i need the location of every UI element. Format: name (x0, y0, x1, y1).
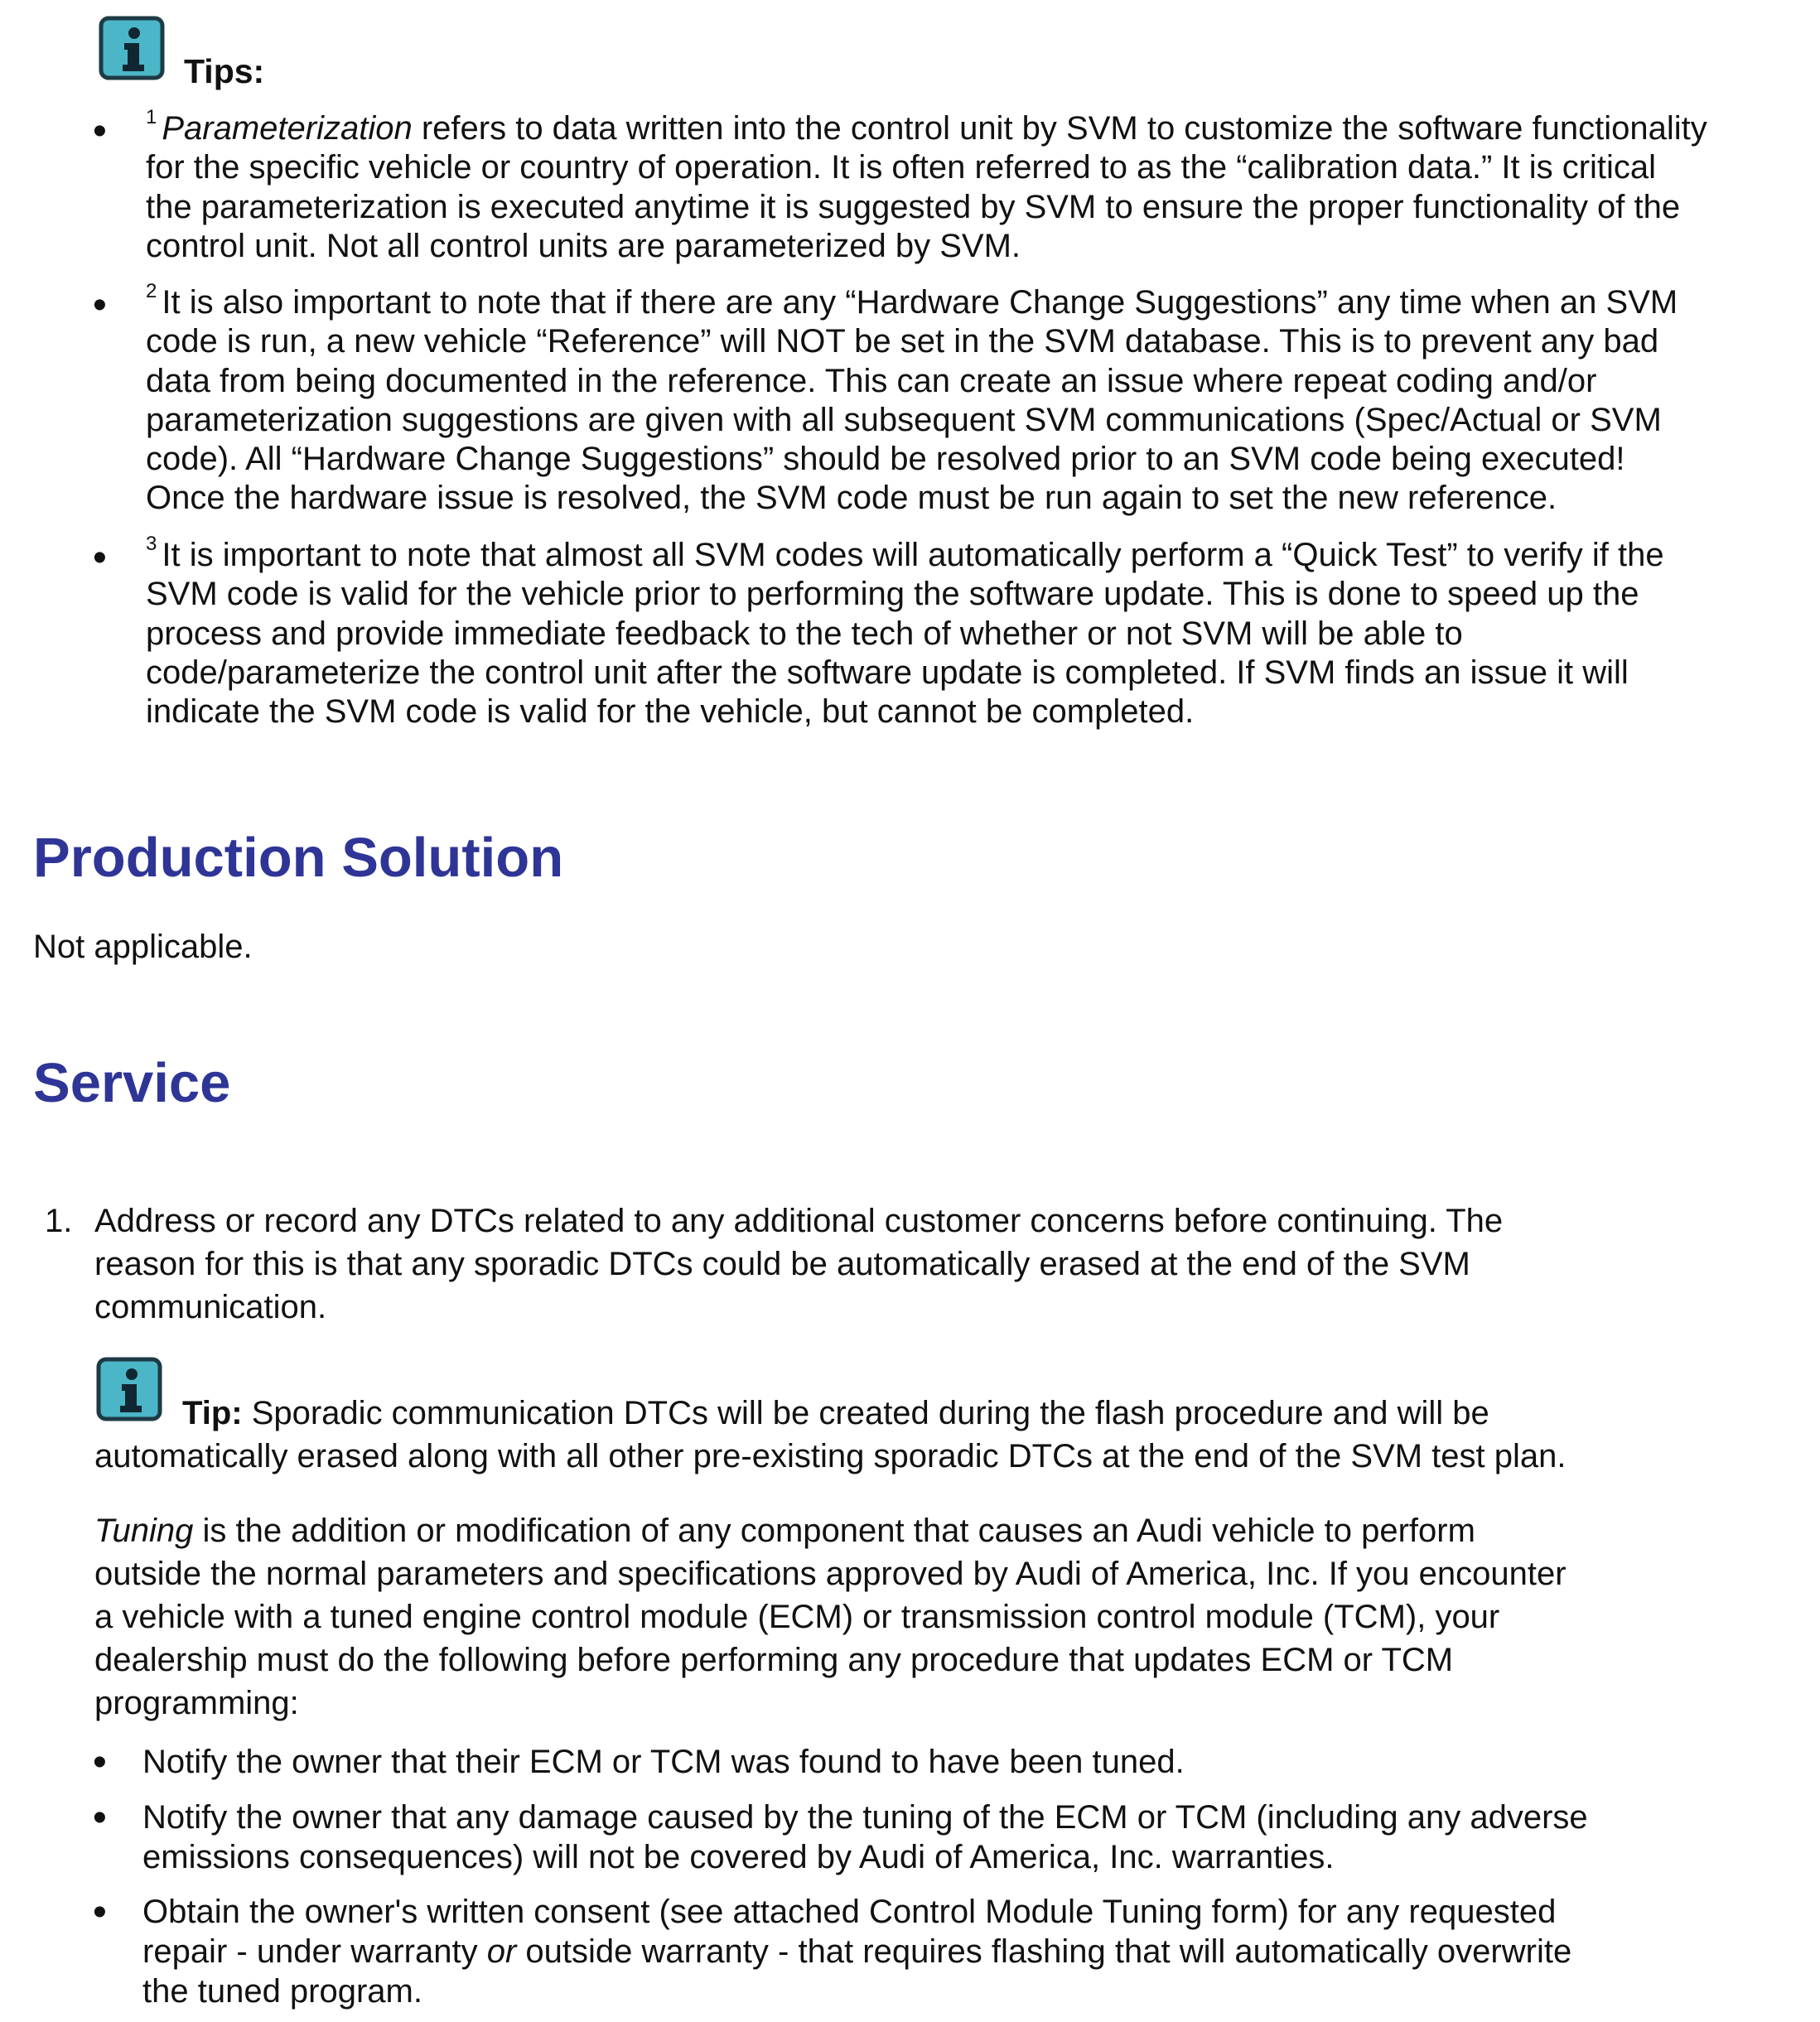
info-icon (98, 15, 166, 81)
tip-note (94, 1392, 1566, 1478)
tip-note-line: automatically erased along with all other pre-existing sporadic DTCs at the end of the SVM test plan. (94, 1438, 1567, 1474)
emphasis-or: or (486, 1933, 517, 1970)
tuning-line: is the addition or modification of any component that causes an Audi vehicle to perform (193, 1513, 1475, 1549)
tuning-paragraph (94, 1509, 1567, 1725)
tip-item-2-line: Once the hardware issue is resolved, the SVM code must be run again to set the new reference. (146, 480, 1557, 517)
tip-item-3-line: It is important to note that almost all SVM codes will automatically perform a “Quick Test” to verify if the (162, 537, 1664, 573)
service-bullet-line: repair - under warranty (142, 1933, 487, 1970)
service-bullet-line: the tuned program. (142, 1973, 422, 2010)
tip-item-2-line: code). All “Hardware Change Suggestions” should be resolved prior to an SVM code being executed! (146, 441, 1625, 478)
tip-note-line: Sporadic communication DTCs will be created during the flash procedure and will be (242, 1395, 1489, 1431)
service-bullet-line: Notify the owner that their ECM or TCM was found to have been tuned. (142, 1744, 1185, 1780)
bullet-glyph: • (93, 1740, 107, 1784)
service-bullet-line: Notify the owner that any damage caused by the tuning of the ECM or TCM (including any adverse (142, 1799, 1588, 1836)
bullet-glyph: • (93, 536, 107, 580)
bullet-glyph: • (93, 1890, 107, 1934)
bullet-glyph: • (93, 109, 107, 153)
tip-item-1-line: control unit. Not all control units are parameterized by SVM. (146, 227, 1021, 264)
step-1-text (94, 1199, 1503, 1329)
tip-item-3-line: process and provide immediate feedback to the tech of whether or not SVM will be able to (146, 615, 1463, 652)
production-heading: Production Solution (33, 827, 564, 889)
step-1-line: Address or record any DTCs related to any additional customer concerns before continuing. The (94, 1203, 1504, 1239)
tuning-line: dealership must do the following before performing any procedure that updates ECM or TCM (94, 1642, 1454, 1678)
service-bullet-line: outside warranty - that requires flashing that will automatically overwrite (516, 1933, 1572, 1970)
tip-item-2-line: code is run, a new vehicle “Reference” will NOT be set in the SVM database. This is to prevent any bad (146, 323, 1659, 360)
tuning-line: outside the normal parameters and specifications approved by Audi of America, Inc. If you encounter (94, 1556, 1567, 1592)
tip-item-1-line: for the specific vehicle or country of operation. It is often referred to as the “calibration data.” It is critical (146, 149, 1657, 186)
footnote-marker: 2 (146, 280, 157, 302)
step-1-line: reason for this is that any sporadic DTCs could be automatically erased at the end of the SVM (94, 1246, 1470, 1282)
bullet-glyph: • (93, 283, 107, 327)
tip-item-3-line: SVM code is valid for the vehicle prior to performing the software update. This is done to speed up the (146, 576, 1639, 613)
service-bullet-line: emissions consequences) will not be covered by Audi of America, Inc. warranties. (142, 1839, 1335, 1875)
term-parameterization: Parameterization (162, 110, 413, 147)
tip-item-2-line: It is also important to note that if there are any “Hardware Change Suggestions” any time when an SVM (162, 284, 1678, 321)
tip-item-3-line: indicate the SVM code is valid for the vehicle, but cannot be completed. (146, 693, 1195, 731)
tip-item-3 (146, 533, 1664, 731)
production-text: Not applicable. (33, 929, 253, 965)
service-bullet-3 (142, 1892, 1571, 2011)
service-heading: Service (33, 1052, 231, 1114)
term-tuning: Tuning (94, 1513, 194, 1549)
service-bullet-2 (142, 1798, 1588, 1877)
tuning-line: programming: (94, 1685, 299, 1721)
tuning-line: a vehicle with a tuned engine control module (ECM) or transmission control module (TCM), your (94, 1599, 1500, 1635)
tip-item-1-line: refers to data written into the control unit by SVM to customize the software functionality (412, 110, 1707, 147)
step-1-line: communication. (94, 1289, 327, 1325)
tip-item-2-line: data from being documented in the reference. This can create an issue where repeat coding and/or (146, 362, 1597, 399)
step-number: 1. (45, 1203, 73, 1239)
service-bullet-line: Obtain the owner's written consent (see attached Control Module Tuning form) for any requested (142, 1894, 1557, 1930)
footnote-marker: 3 (146, 533, 157, 555)
tip-label: Tip: (182, 1395, 243, 1431)
tip-item-3-line: code/parameterize the control unit after the software update is completed. If SVM finds an issue it will (146, 654, 1629, 691)
footnote-marker: 1 (146, 106, 157, 128)
service-bullet-1 (142, 1742, 1185, 1782)
tip-item-1-line: the parameterization is executed anytime it is suggested by SVM to ensure the proper functionality of the (146, 188, 1681, 225)
tip-item-2 (146, 280, 1678, 519)
bullet-glyph: • (93, 1796, 107, 1840)
tips-label: Tips: (184, 52, 265, 90)
tip-item-1 (146, 106, 1707, 266)
tip-item-2-line: parameterization suggestions are given with all subsequent SVM communications (Spec/Actual or SVM (146, 401, 1662, 438)
